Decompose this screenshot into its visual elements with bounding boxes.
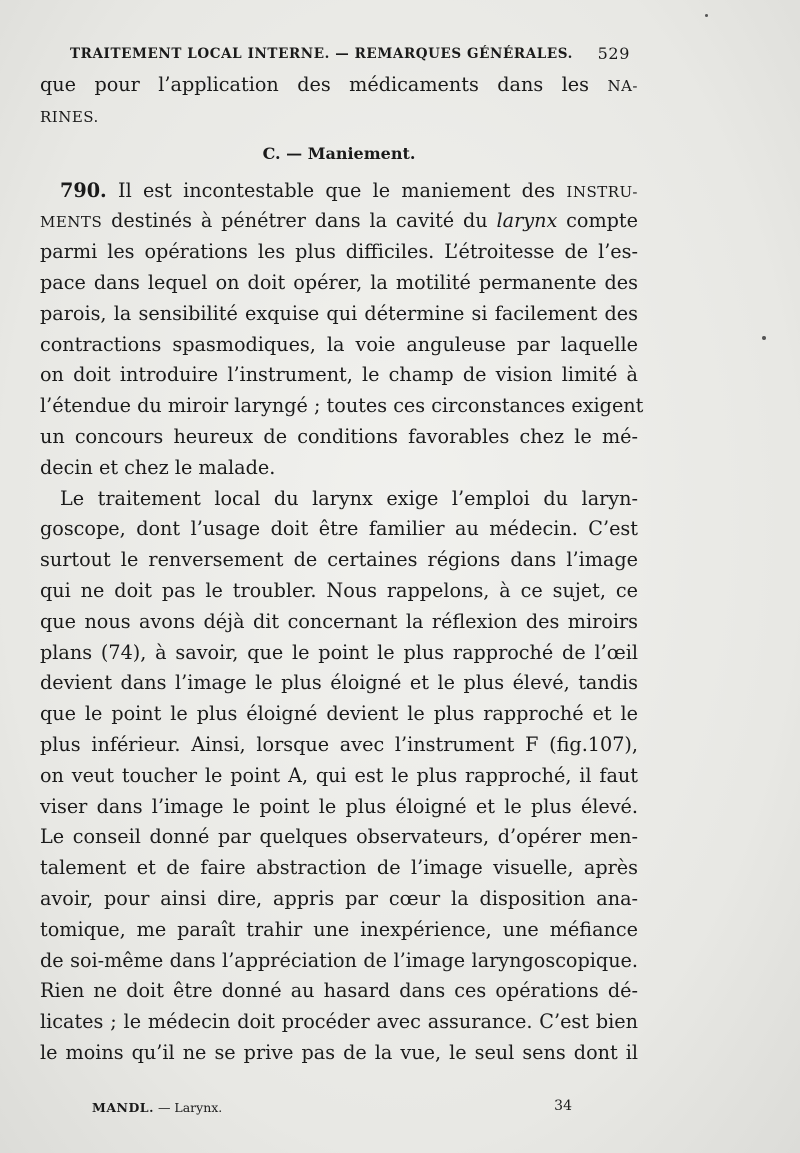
para2-line: on veut toucher le point A, qui est le plus rapproché, il faut bbox=[40, 763, 638, 787]
para1-line: l’étendue du miroir laryngé ; toutes ces circonstances exigent bbox=[40, 394, 644, 418]
intro-line-1: que pour l’application des médicaments dans les NA- bbox=[40, 73, 638, 96]
para1-line: decin et chez le malade. bbox=[40, 455, 276, 479]
footer-author: MANDL. bbox=[92, 1100, 154, 1115]
dust-speck bbox=[705, 14, 708, 17]
dust-speck bbox=[762, 336, 766, 340]
para2-line: devient dans l’image le plus éloigné et le plus élevé, tandis bbox=[40, 671, 638, 695]
para2-line: goscope, dont l’usage doit être familier au médecin. C’est bbox=[40, 517, 638, 541]
para2-line: tomique, me paraît trahir une inexpérience, une méfiance bbox=[40, 917, 638, 941]
para2-line: Rien ne doit être donné au hasard dans ces opérations dé- bbox=[40, 979, 638, 1003]
para2-line: le moins qu’il ne se prive pas de la vue, le seul sens dont il bbox=[40, 1040, 638, 1064]
para1-line: parmi les opérations les plus difficiles. L’étroitesse de l’es- bbox=[40, 240, 638, 264]
section-heading: C. — Maniement. bbox=[262, 143, 416, 163]
para1-line: pace dans lequel on doit opérer, la motilité permanente des bbox=[40, 270, 638, 294]
para2-line: que nous avons déjà dit concernant la réflexion des miroirs bbox=[40, 609, 638, 633]
para1-line: parois, la sensibilité exquise qui détermine si facilement des bbox=[40, 301, 638, 325]
signature-mark: 34 bbox=[554, 1098, 572, 1114]
para1-line: un concours heureux de conditions favorables chez le mé- bbox=[40, 424, 638, 448]
para2-line: de soi-même dans l’appréciation de l’image laryngoscopique. bbox=[40, 948, 638, 972]
page-footer bbox=[92, 1100, 572, 1120]
para1-line: contractions spasmodiques, la voie anguleuse par laquelle bbox=[40, 332, 638, 356]
para2-line: talement et de faire abstraction de l’image visuelle, après bbox=[40, 856, 638, 880]
para2-line: qui ne doit pas le troubler. Nous rappelons, à ce sujet, ce bbox=[40, 578, 638, 602]
running-head bbox=[70, 44, 630, 66]
para2-line: que le point le plus éloigné devient le plus rapproché et le bbox=[40, 702, 638, 726]
para2-line: Le traitement local du larynx exige l’emploi du laryn- bbox=[60, 486, 638, 510]
para1-line-1: 790. Il est incontestable que le maniement des INSTRU- bbox=[60, 178, 638, 202]
para2-line: viser dans l’image le point le plus éloigné et le plus élevé. bbox=[40, 794, 638, 818]
para2-line: plans (74), à savoir, que le point le plus rapproché de l’œil bbox=[40, 640, 638, 664]
footer-work: — Larynx. bbox=[157, 1100, 223, 1115]
para1-line-2: MENTS destinés à pénétrer dans la cavité du larynx compte bbox=[40, 209, 638, 233]
para1-line: on doit introduire l’instrument, le champ de vision limité à bbox=[40, 363, 638, 387]
para2-line: plus inférieur. Ainsi, lorsque avec l’instrument F (fig.107), bbox=[40, 732, 638, 756]
para2-line: licates ; le médecin doit procéder avec assurance. C’est bien bbox=[40, 1010, 638, 1034]
footer-title bbox=[92, 1100, 222, 1115]
paragraph-number: 790. bbox=[60, 178, 107, 202]
body-text bbox=[40, 70, 644, 1069]
intro-line-2: RINES. bbox=[40, 107, 99, 126]
page-number: 529 bbox=[597, 44, 630, 63]
running-head-title: TRAITEMENT LOCAL INTERNE. — REMARQUES GÉNÉRALES. bbox=[70, 46, 573, 62]
para2-line: Le conseil donné par quelques observateurs, d’opérer men- bbox=[40, 825, 638, 849]
para2-line: surtout le renversement de certaines régions dans l’image bbox=[40, 548, 638, 572]
para2-line: avoir, pour ainsi dire, appris par cœur la disposition ana- bbox=[40, 886, 638, 910]
